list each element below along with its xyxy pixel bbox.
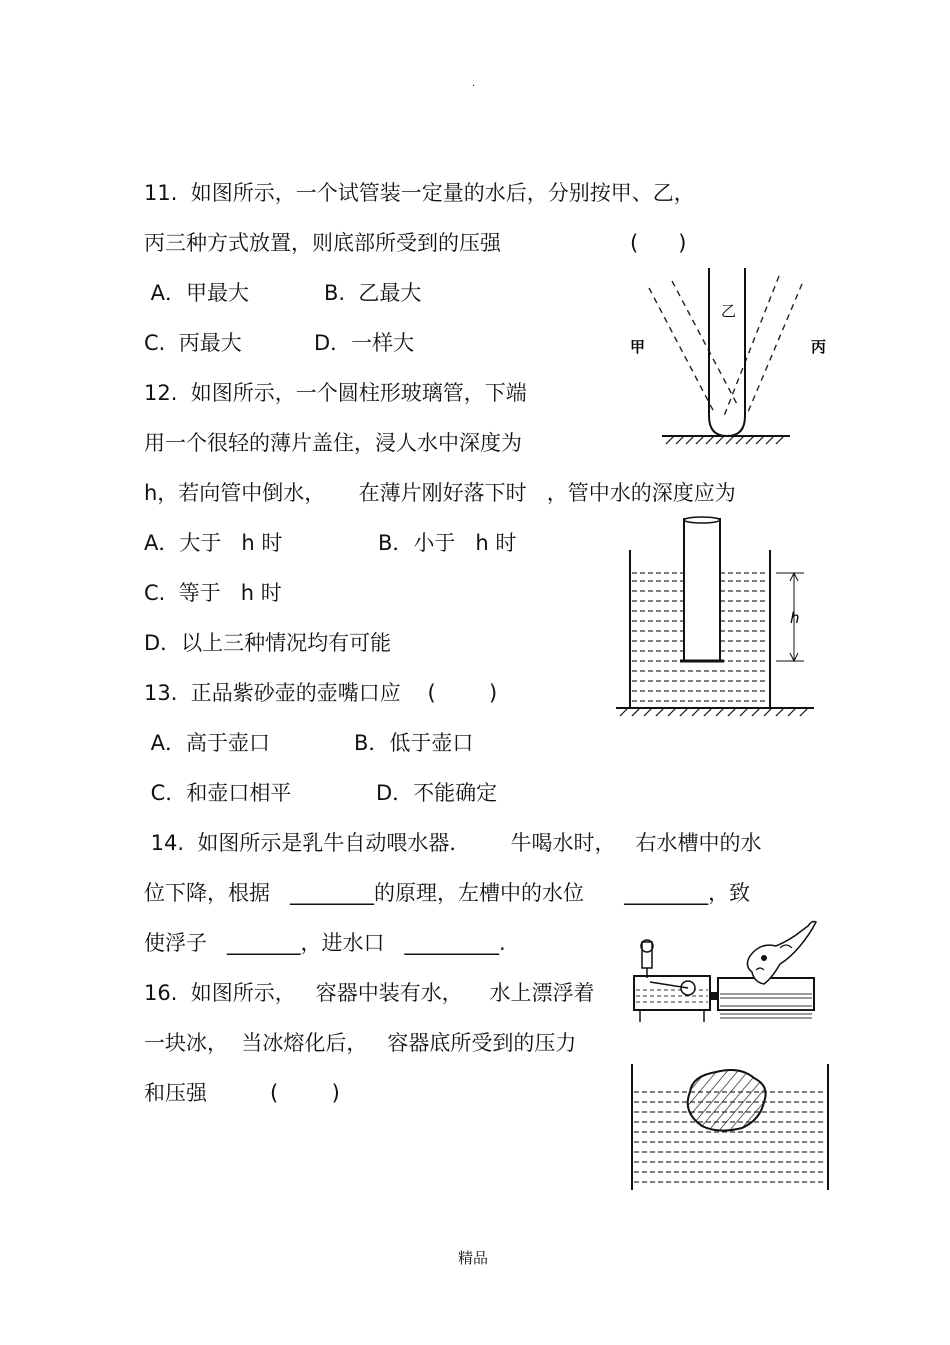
q14-line-3: 使浮子 _______，进水口 _________. bbox=[144, 931, 506, 955]
q14-line-2: 位下降，根据 ________的原理，左槽中的水位 ________，致 bbox=[144, 881, 751, 905]
q11-line-2: 丙三种方式放置，则底部所受到的压强 bbox=[144, 231, 501, 255]
q16-line-3: 和压强 bbox=[144, 1081, 207, 1105]
q16-line-1: 16. 如图所示， 容器中装有水， 水上漂浮着 bbox=[144, 981, 595, 1005]
q12-line-3: h，若向管中倒水， 在薄片刚好落下时 ，管中水的深度应为 bbox=[144, 481, 736, 505]
q13-option-a: A．高于壶口 bbox=[144, 731, 271, 755]
q14-line-1: 14. 如图所示是乳牛自动喂水器． 牛喝水时， 右水槽中的水 bbox=[144, 831, 762, 855]
q12-line-2: 用一个很轻的薄片盖住，浸人水中深度为 bbox=[144, 431, 522, 455]
q12-option-b: B．小于 h 时 bbox=[378, 531, 517, 555]
test-tube-figure bbox=[614, 266, 832, 456]
ice-container-figure bbox=[630, 1062, 832, 1192]
q11-option-c: C. 丙最大 bbox=[144, 331, 242, 355]
q16-line-2: 一块冰， 当冰熔化后， 容器底所受到的压力 bbox=[144, 1031, 577, 1055]
footer-label: 精品 bbox=[458, 1249, 489, 1267]
q11-option-b: B. 乙最大 bbox=[324, 281, 422, 305]
label-yi: 乙 bbox=[721, 302, 737, 320]
glass-tube-figure bbox=[614, 515, 818, 727]
q12-option-d: D．以上三种情况均有可能 bbox=[144, 631, 392, 655]
q11-line-1: 11. 如图所示，一个试管装一定量的水后，分别按甲、乙， bbox=[144, 181, 695, 205]
q12-line-1: 12. 如图所示，一个圆柱形玻璃管，下端 bbox=[144, 381, 527, 405]
q13-line-1: 13. 正品紫砂壶的壶嘴口应 ( ) bbox=[144, 681, 498, 705]
q11-option-d: D．一样大 bbox=[314, 331, 415, 355]
label-jia: 甲 bbox=[630, 338, 646, 356]
cow-waterer-figure bbox=[630, 912, 818, 1030]
q11-option-a: A．甲最大 bbox=[144, 281, 250, 305]
q13-option-b: B．低于壶口 bbox=[354, 731, 474, 755]
label-h: h bbox=[790, 609, 800, 627]
q13-option-c: C．和壶口相平 bbox=[144, 781, 292, 805]
q12-option-c: C. 等于 h 时 bbox=[144, 581, 282, 605]
label-bing: 丙 bbox=[811, 338, 827, 356]
q11-answer-paren: ( ) bbox=[630, 231, 687, 255]
header-dot: . bbox=[472, 78, 476, 89]
q16-answer-paren: ( ) bbox=[270, 1081, 340, 1105]
q12-option-a: A．大于 h 时 bbox=[144, 531, 283, 555]
q13-option-d: D．不能确定 bbox=[376, 781, 498, 805]
